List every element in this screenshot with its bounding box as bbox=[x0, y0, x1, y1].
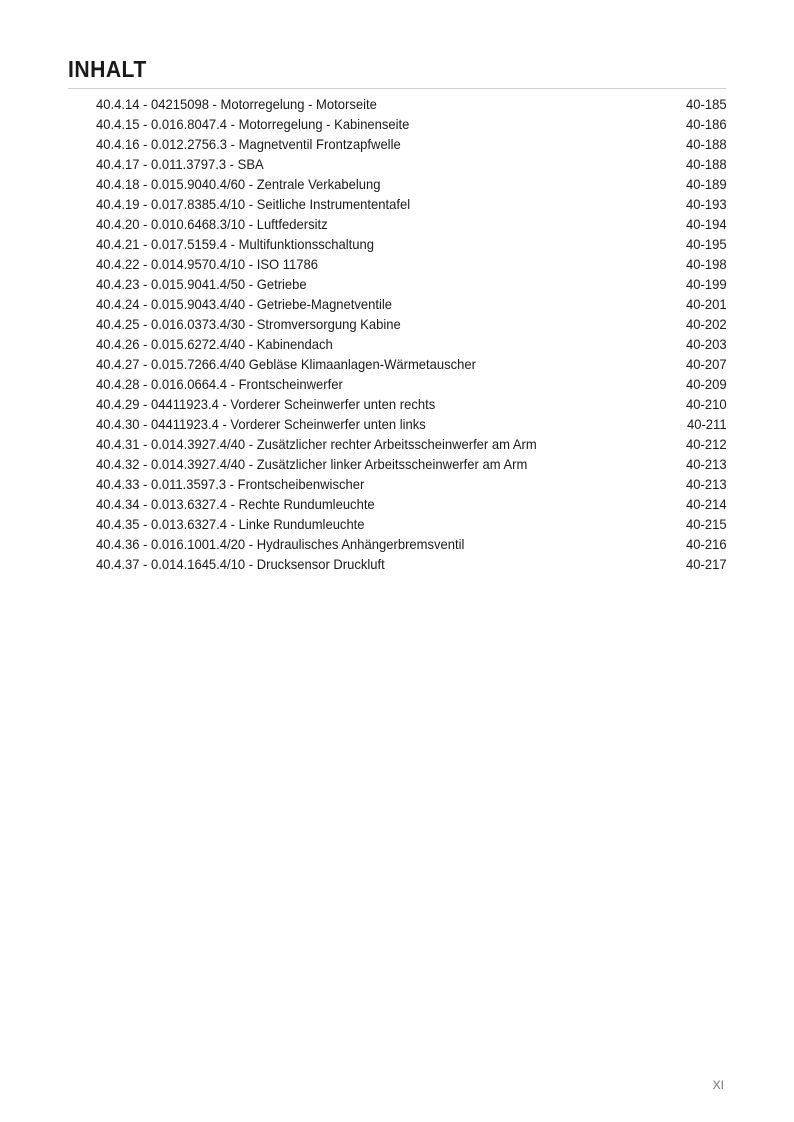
toc-entry[interactable] bbox=[96, 174, 727, 194]
toc-entry[interactable] bbox=[96, 154, 727, 174]
toc-entry-title[interactable]: 40.4.27 - 0.015.7266.4/40 Gebläse Klimaanlagen-Wärmetauscher bbox=[96, 356, 476, 372]
toc-entry[interactable] bbox=[96, 314, 727, 334]
toc-entry-page: 40-210 bbox=[686, 396, 727, 412]
toc-entry[interactable] bbox=[96, 514, 727, 534]
toc-entry-title[interactable]: 40.4.22 - 0.014.9570.4/10 - ISO 11786 bbox=[96, 256, 318, 272]
toc-entry-page: 40-203 bbox=[686, 336, 727, 352]
toc-entry[interactable] bbox=[96, 234, 727, 254]
toc-entry-title[interactable]: 40.4.21 - 0.017.5159.4 - Multifunktionsschaltung bbox=[96, 236, 374, 252]
toc-entry-title[interactable]: 40.4.29 - 04411923.4 - Vorderer Scheinwerfer unten rechts bbox=[96, 396, 436, 412]
toc-entry-page: 40-215 bbox=[686, 516, 727, 532]
toc-entry-page: 40-211 bbox=[687, 416, 727, 432]
title-divider bbox=[68, 88, 726, 89]
toc-entry-page: 40-193 bbox=[686, 196, 727, 212]
toc-entry[interactable] bbox=[96, 454, 727, 474]
toc-entry-page: 40-199 bbox=[686, 276, 727, 292]
toc-entry-title[interactable]: 40.4.15 - 0.016.8047.4 - Motorregelung - Kabinenseite bbox=[96, 116, 410, 132]
toc-entry-page: 40-198 bbox=[686, 256, 727, 272]
toc-entry[interactable] bbox=[96, 374, 727, 394]
toc-entry-page: 40-185 bbox=[686, 96, 727, 112]
toc-entry-title[interactable]: 40.4.35 - 0.013.6327.4 - Linke Rundumleuchte bbox=[96, 516, 365, 532]
toc-entry-page: 40-201 bbox=[686, 296, 727, 312]
toc-entry-page: 40-213 bbox=[686, 456, 727, 472]
toc-entry-page: 40-214 bbox=[686, 496, 727, 512]
toc-entry[interactable] bbox=[96, 394, 727, 414]
toc-entry-title[interactable]: 40.4.17 - 0.011.3797.3 - SBA bbox=[96, 156, 264, 172]
toc-entry-title[interactable]: 40.4.30 - 04411923.4 - Vorderer Scheinwerfer unten links bbox=[96, 416, 426, 432]
toc-entry[interactable] bbox=[96, 354, 727, 374]
toc-entry-title[interactable]: 40.4.31 - 0.014.3927.4/40 - Zusätzlicher rechter Arbeitsscheinwerfer am Arm bbox=[96, 436, 537, 452]
toc-entry-page: 40-216 bbox=[686, 536, 727, 552]
toc-entry-title[interactable]: 40.4.32 - 0.014.3927.4/40 - Zusätzlicher linker Arbeitsscheinwerfer am Arm bbox=[96, 456, 528, 472]
toc-entry-page: 40-189 bbox=[686, 176, 727, 192]
toc-entry[interactable] bbox=[96, 254, 727, 274]
toc-entry-page: 40-209 bbox=[686, 376, 727, 392]
table-of-contents bbox=[96, 94, 727, 574]
toc-entry[interactable] bbox=[96, 194, 727, 214]
toc-entry-page: 40-195 bbox=[686, 236, 727, 252]
toc-entry-title[interactable]: 40.4.26 - 0.015.6272.4/40 - Kabinendach bbox=[96, 336, 333, 352]
toc-entry-title[interactable]: 40.4.23 - 0.015.9041.4/50 - Getriebe bbox=[96, 276, 307, 292]
toc-entry-page: 40-207 bbox=[686, 356, 727, 372]
toc-entry-title[interactable]: 40.4.33 - 0.011.3597.3 - Frontscheibenwischer bbox=[96, 476, 365, 492]
toc-entry-title[interactable]: 40.4.18 - 0.015.9040.4/60 - Zentrale Verkabelung bbox=[96, 176, 381, 192]
toc-entry-title[interactable]: 40.4.36 - 0.016.1001.4/20 - Hydraulisches Anhängerbremsventil bbox=[96, 536, 465, 552]
toc-entry[interactable] bbox=[96, 274, 727, 294]
toc-entry[interactable] bbox=[96, 214, 727, 234]
toc-entry-title[interactable]: 40.4.24 - 0.015.9043.4/40 - Getriebe-Magnetventile bbox=[96, 296, 393, 312]
toc-entry-title[interactable]: 40.4.25 - 0.016.0373.4/30 - Stromversorgung Kabine bbox=[96, 316, 401, 332]
toc-entry-title[interactable]: 40.4.14 - 04215098 - Motorregelung - Motorseite bbox=[96, 96, 377, 112]
toc-entry[interactable] bbox=[96, 114, 727, 134]
toc-entry[interactable] bbox=[96, 294, 727, 314]
toc-entry-page: 40-213 bbox=[686, 476, 727, 492]
toc-entry-title[interactable]: 40.4.37 - 0.014.1645.4/10 - Drucksensor Druckluft bbox=[96, 556, 385, 572]
toc-entry-title[interactable]: 40.4.16 - 0.012.2756.3 - Magnetventil Frontzapfwelle bbox=[96, 136, 401, 152]
toc-entry[interactable] bbox=[96, 94, 727, 114]
toc-entry-page: 40-194 bbox=[686, 216, 727, 232]
toc-entry-title[interactable]: 40.4.34 - 0.013.6327.4 - Rechte Rundumleuchte bbox=[96, 496, 375, 512]
toc-entry-page: 40-188 bbox=[686, 156, 727, 172]
toc-entry-title[interactable]: 40.4.28 - 0.016.0664.4 - Frontscheinwerfer bbox=[96, 376, 343, 392]
toc-entry[interactable] bbox=[96, 534, 727, 554]
toc-entry[interactable] bbox=[96, 134, 727, 154]
toc-entry[interactable] bbox=[96, 494, 727, 514]
toc-entry-page: 40-202 bbox=[686, 316, 727, 332]
toc-entry-page: 40-186 bbox=[686, 116, 727, 132]
page-number: XI bbox=[712, 1078, 724, 1092]
toc-entry[interactable] bbox=[96, 554, 727, 574]
toc-entry-page: 40-188 bbox=[686, 136, 727, 152]
toc-entry[interactable] bbox=[96, 474, 727, 494]
toc-entry[interactable] bbox=[96, 334, 727, 354]
toc-entry-title[interactable]: 40.4.19 - 0.017.8385.4/10 - Seitliche Instrumententafel bbox=[96, 196, 411, 212]
toc-entry-page: 40-217 bbox=[686, 556, 727, 572]
toc-entry[interactable] bbox=[96, 434, 727, 454]
toc-entry-title[interactable]: 40.4.20 - 0.010.6468.3/10 - Luftfedersitz bbox=[96, 216, 328, 232]
page-title: INHALT bbox=[68, 56, 147, 82]
toc-entry[interactable] bbox=[96, 414, 727, 434]
toc-entry-page: 40-212 bbox=[686, 436, 727, 452]
